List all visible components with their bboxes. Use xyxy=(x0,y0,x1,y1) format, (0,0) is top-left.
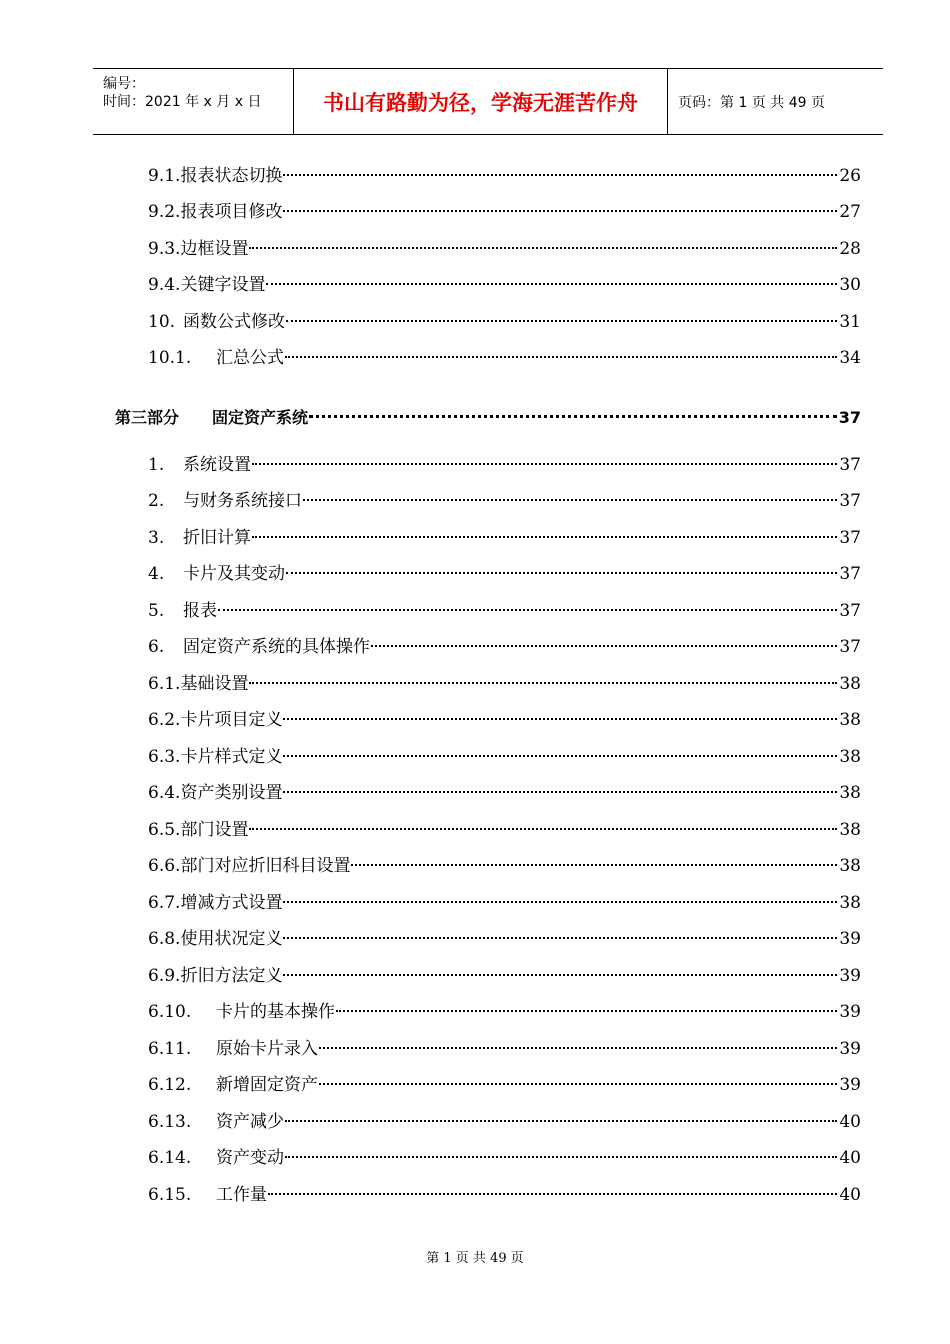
header-motto: 书山有路勤为径，学海无涯苦作舟 xyxy=(294,69,668,134)
toc-entry-number: 6.4. xyxy=(148,782,181,803)
toc-entry[interactable] xyxy=(148,960,861,986)
toc-entry-title: 卡片的基本操作 xyxy=(216,1001,335,1022)
toc-entry-page: 37 xyxy=(839,490,861,511)
toc-entry[interactable] xyxy=(148,741,861,767)
toc-entry-title: 卡片及其变动 xyxy=(183,563,285,584)
toc-entry-number: 6.11. xyxy=(148,1038,192,1059)
toc-entry-title: 资产类别设置 xyxy=(180,782,283,803)
toc-entry-page: 39 xyxy=(839,1074,861,1095)
toc-leader-dots xyxy=(218,590,837,611)
toc-entry-page: 28 xyxy=(839,238,861,259)
toc-leader-dots xyxy=(283,155,837,176)
toc-part-entry[interactable] xyxy=(115,402,861,428)
toc-entry[interactable] xyxy=(148,269,861,295)
toc-entry-number: 2. xyxy=(148,490,165,511)
toc-entry[interactable] xyxy=(148,1142,861,1168)
toc-entry[interactable] xyxy=(148,1106,861,1132)
toc-leader-dots xyxy=(285,337,837,358)
toc-entry-title: 系统设置 xyxy=(183,454,251,475)
toc-entry[interactable] xyxy=(148,668,861,694)
toc-entry[interactable] xyxy=(148,233,861,259)
toc-entry-number: 6.6. xyxy=(148,855,181,876)
toc-entry-page: 37 xyxy=(839,600,861,621)
toc-entry-title: 资产减少 xyxy=(216,1111,284,1132)
toc-entry-number: 10. xyxy=(148,311,176,332)
toc-entry-title: 折旧计算 xyxy=(183,527,251,548)
toc-entry-page: 40 xyxy=(839,1184,861,1205)
toc-entry[interactable] xyxy=(148,306,861,332)
toc-entry-page: 38 xyxy=(839,709,861,730)
toc-leader-dots xyxy=(283,191,837,212)
toc-entry-page: 38 xyxy=(839,673,861,694)
page-header xyxy=(93,68,883,135)
toc-entry-title: 使用状况定义 xyxy=(180,928,283,949)
toc-entry-number: 4. xyxy=(148,563,165,584)
toc-entry-title: 汇总公式 xyxy=(216,347,284,368)
toc-entry[interactable] xyxy=(148,631,861,657)
toc-leader-dots xyxy=(286,553,837,574)
toc-leader-dots xyxy=(286,301,837,322)
toc-entry-number: 6.3. xyxy=(148,746,181,767)
toc-leader-dots xyxy=(283,772,837,793)
toc-entry-title: 基础设置 xyxy=(180,673,249,694)
toc-entry-page: 30 xyxy=(839,274,861,295)
toc-leader-dots xyxy=(309,397,837,418)
toc-leader-dots xyxy=(283,882,837,903)
toc-entry-page: 38 xyxy=(839,855,861,876)
toc-entry-number: 5. xyxy=(148,600,165,621)
toc-entry-number: 9.1. xyxy=(148,165,181,186)
toc-entry[interactable] xyxy=(148,704,861,730)
toc-entry-number: 6.14. xyxy=(148,1147,192,1168)
toc-entry[interactable] xyxy=(148,160,861,186)
toc-entry[interactable] xyxy=(148,887,861,913)
toc-leader-dots xyxy=(283,699,837,720)
toc-part-title: 固定资产系统 xyxy=(212,407,309,427)
toc-part-number: 第三部分 xyxy=(115,407,180,427)
toc-entry-page: 40 xyxy=(839,1111,861,1132)
toc-entry-number: 6.5. xyxy=(148,819,181,840)
toc-entry-title: 原始卡片录入 xyxy=(216,1038,318,1059)
toc-leader-dots xyxy=(252,517,837,538)
toc-entry-page: 27 xyxy=(839,201,861,222)
toc-entry-title: 关键字设置 xyxy=(180,274,266,295)
toc-entry-title: 与财务系统接口 xyxy=(183,490,302,511)
toc-entry-number: 6.8. xyxy=(148,928,181,949)
toc-leader-dots xyxy=(285,1101,837,1122)
toc-entry[interactable] xyxy=(148,196,861,222)
toc-entry-page: 37 xyxy=(839,454,861,475)
toc-entry-page: 38 xyxy=(839,892,861,913)
toc-entry-page: 39 xyxy=(839,1001,861,1022)
toc-entry-number: 1. xyxy=(148,454,165,475)
toc-entry-page: 37 xyxy=(839,563,861,584)
toc-entry-title: 新增固定资产 xyxy=(216,1074,318,1095)
toc-entry-number: 6.10. xyxy=(148,1001,192,1022)
toc-entry-number: 6.7. xyxy=(148,892,181,913)
page-footer: 第 1 页 共 49 页 xyxy=(426,1251,524,1266)
toc-entry-title: 工作量 xyxy=(216,1184,267,1205)
toc-leader-dots xyxy=(283,736,837,757)
toc-entry[interactable] xyxy=(148,342,861,368)
toc-entry-number: 6. xyxy=(148,636,165,657)
toc-leader-dots xyxy=(303,480,837,501)
toc-entry-title: 报表状态切换 xyxy=(180,165,283,186)
toc-leader-dots xyxy=(336,991,837,1012)
toc-entry[interactable] xyxy=(148,923,861,949)
toc-entry-title: 部门对应折旧科目设置 xyxy=(180,855,351,876)
toc-leader-dots xyxy=(285,1137,837,1158)
toc-entry-title: 函数公式修改 xyxy=(183,311,285,332)
toc-entry-number: 6.15. xyxy=(148,1184,192,1205)
toc-entry-title: 报表项目修改 xyxy=(180,201,283,222)
toc-entry-page: 37 xyxy=(839,636,861,657)
toc-entry-number: 6.12. xyxy=(148,1074,192,1095)
toc-entry-page: 26 xyxy=(839,165,861,186)
toc-entry[interactable] xyxy=(148,485,861,511)
toc-entry[interactable] xyxy=(148,814,861,840)
toc-leader-dots xyxy=(249,228,837,249)
toc-entry[interactable] xyxy=(148,595,861,621)
toc-entry-number: 9.3. xyxy=(148,238,181,259)
toc-leader-dots xyxy=(283,955,837,976)
toc-entry-title: 部门设置 xyxy=(180,819,249,840)
header-page-info: 页码：第 1 页 共 49 页 xyxy=(678,94,825,111)
toc-entry-page: 39 xyxy=(839,1038,861,1059)
toc-leader-dots xyxy=(249,663,837,684)
toc-entry-title: 固定资产系统的具体操作 xyxy=(183,636,370,657)
header-number-label: 编号： xyxy=(103,76,145,92)
toc-entry[interactable] xyxy=(148,558,861,584)
header-meta xyxy=(93,69,294,134)
toc-entry-title: 卡片样式定义 xyxy=(180,746,283,767)
toc-leader-dots xyxy=(283,918,837,939)
toc-entry-page: 34 xyxy=(839,347,861,368)
toc-entry-page: 38 xyxy=(839,746,861,767)
toc-leader-dots xyxy=(268,1174,837,1195)
toc-entry[interactable] xyxy=(148,850,861,876)
toc-entry[interactable] xyxy=(148,777,861,803)
toc-entry-page: 37 xyxy=(839,527,861,548)
toc-leader-dots xyxy=(351,845,837,866)
toc-entry-page: 38 xyxy=(839,782,861,803)
toc-leader-dots xyxy=(249,809,837,830)
toc-entry-title: 折旧方法定义 xyxy=(180,965,283,986)
toc-entry-number: 9.2. xyxy=(148,201,181,222)
toc-leader-dots xyxy=(319,1064,837,1085)
toc-entry-number: 6.2. xyxy=(148,709,181,730)
toc-entry-number: 6.9. xyxy=(148,965,181,986)
header-time-label: 时间：2021 年 x 月 x 日 xyxy=(103,94,262,110)
toc-entry-number: 9.4. xyxy=(148,274,181,295)
toc-entry-page: 39 xyxy=(839,965,861,986)
toc-leader-dots xyxy=(319,1028,837,1049)
toc-entry-title: 边框设置 xyxy=(180,238,249,259)
toc-entry-title: 卡片项目定义 xyxy=(180,709,283,730)
toc-leader-dots xyxy=(371,626,837,647)
toc-entry[interactable] xyxy=(148,1033,861,1059)
toc-part-page: 37 xyxy=(838,407,861,427)
toc-entry-number: 6.1. xyxy=(148,673,181,694)
toc-entry[interactable] xyxy=(148,449,861,475)
toc-entry[interactable] xyxy=(148,996,861,1022)
toc-entry-page: 40 xyxy=(839,1147,861,1168)
toc-leader-dots xyxy=(266,264,837,285)
toc-entry-title: 资产变动 xyxy=(216,1147,284,1168)
toc-leader-dots xyxy=(252,444,837,465)
toc-entry-number: 3. xyxy=(148,527,165,548)
toc-entry-title: 增减方式设置 xyxy=(180,892,283,913)
toc-entry[interactable] xyxy=(148,1179,861,1205)
toc-entry-title: 报表 xyxy=(183,600,217,621)
toc-entry-number: 10.1. xyxy=(148,347,192,368)
toc-entry-page: 38 xyxy=(839,819,861,840)
toc-entry-page: 39 xyxy=(839,928,861,949)
toc-entry[interactable] xyxy=(148,1069,861,1095)
toc-entry-number: 6.13. xyxy=(148,1111,192,1132)
toc-entry[interactable] xyxy=(148,522,861,548)
toc-entry-page: 31 xyxy=(839,311,861,332)
